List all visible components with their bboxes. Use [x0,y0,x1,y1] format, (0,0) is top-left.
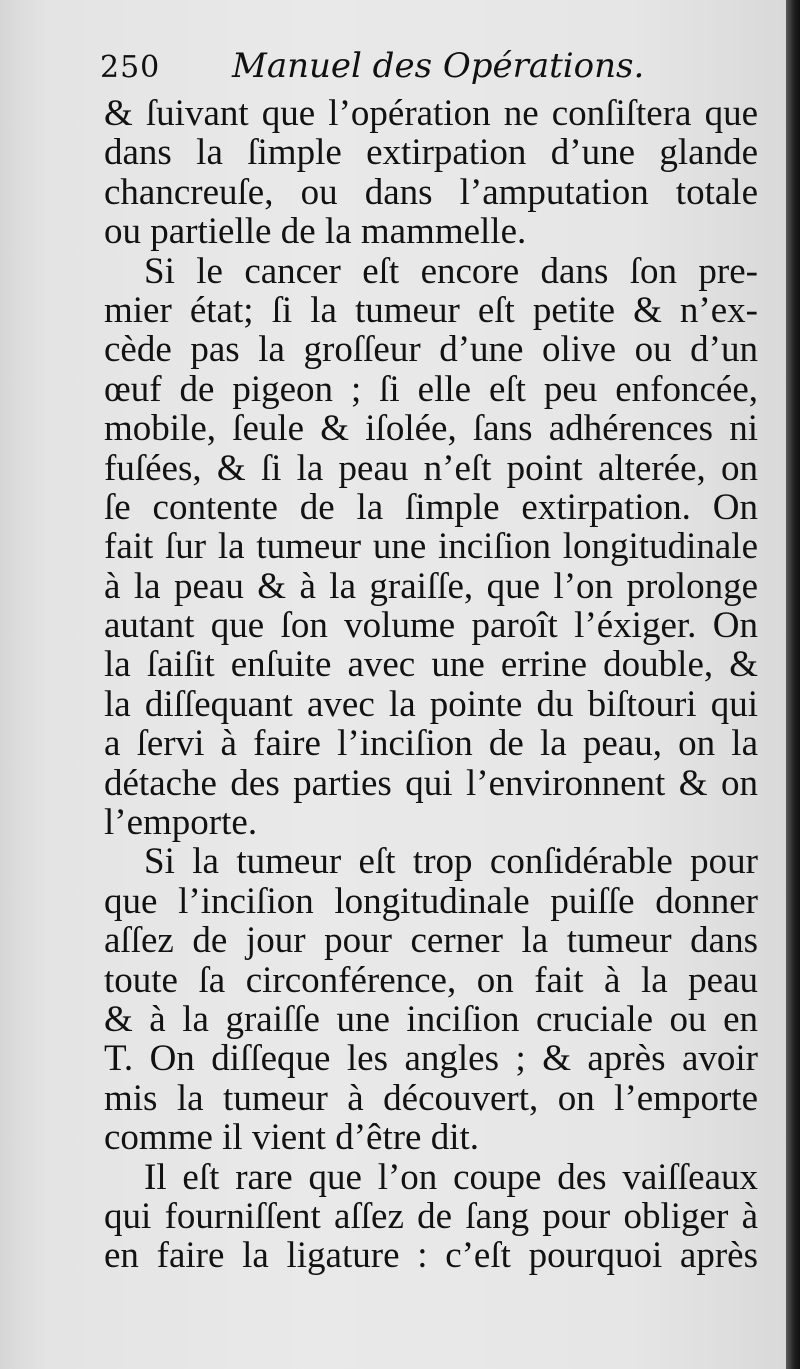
text-line: dans la ſimple extirpation d’une glande [104,132,758,174]
text-line: & à la graiſſe une inciſion cruciale ou en [104,998,758,1040]
text-line: Si la tumeur eſt trop conſidérable pour [144,841,758,883]
text-line: & ſuivant que l’opération ne conſiſtera que [104,93,758,134]
paragraph [104,1158,758,1276]
text-line: aſſez de jour pour cerner la tumeur dans [104,920,758,962]
body-text [104,94,758,1276]
text-line: cède pas la groſſeur d’une olive ou d’un [104,329,758,371]
text-line: autant que ſon volume paroît l’éxiger. On [104,605,758,647]
text-line: en faire la ligature : c’eſt pourquoi après [104,1235,758,1277]
text-line: la diſſequant avec la pointe du biſtouri qui [104,683,758,725]
text-line: ou partielle de la mammelle. [104,211,527,253]
text-line: la ſaiſit enſuite avec une errine double, & [104,644,758,686]
page-number: 250 [100,50,161,85]
text-line: qui fourniſſent aſſez de ſang pour obliger à [104,1195,758,1237]
running-title: Manuel des Opérations. [232,46,645,86]
text-line: mier état; ſi la tumeur eſt petite & n’ex- [104,289,758,331]
text-line: à la peau & à la graiſſe, que l’on prolonge [104,565,758,607]
text-line: ſe contente de la ſimple extirpation. On [104,486,758,528]
text-line: a ſervi à faire l’inciſion de la peau, on la [104,723,758,765]
text-line: toute ſa circonférence, on fait à la peau [104,959,758,1001]
text-line: mobile, ſeule & iſolée, ſans adhérences ni [104,408,758,450]
text-line: fait ſur la tumeur une inciſion longitudinale [104,526,758,568]
paragraph [104,252,758,843]
text-line: Si le cancer eſt encore dans ſon pre- [144,250,758,292]
text-line: chancreuſe, ou dans l’amputation totale [104,171,758,213]
text-line: œuf de pigeon ; ſi elle eſt peu enfoncée, [104,368,758,410]
page-header [100,44,740,100]
text-line: Il eſt rare que l’on coupe des vaiſſeaux [144,1156,758,1198]
text-line: mis la tumeur à découvert, on l’emporte [104,1077,758,1119]
text-line: T. On diſſeque les angles ; & après avoir [104,1038,758,1080]
paragraph [104,842,758,1157]
text-line: l’emporte. [104,802,258,844]
paragraph [104,94,758,252]
text-line: que l’inciſion longitudinale puiſſe donner [104,880,758,922]
page-edge-shadow [786,0,800,1369]
text-line: détache des parties qui l’environnent & on [104,762,758,804]
text-line: comme il vient d’être dit. [104,1117,480,1159]
text-line: fuſées, & ſi la peau n’eſt point alterée, on [104,447,758,489]
